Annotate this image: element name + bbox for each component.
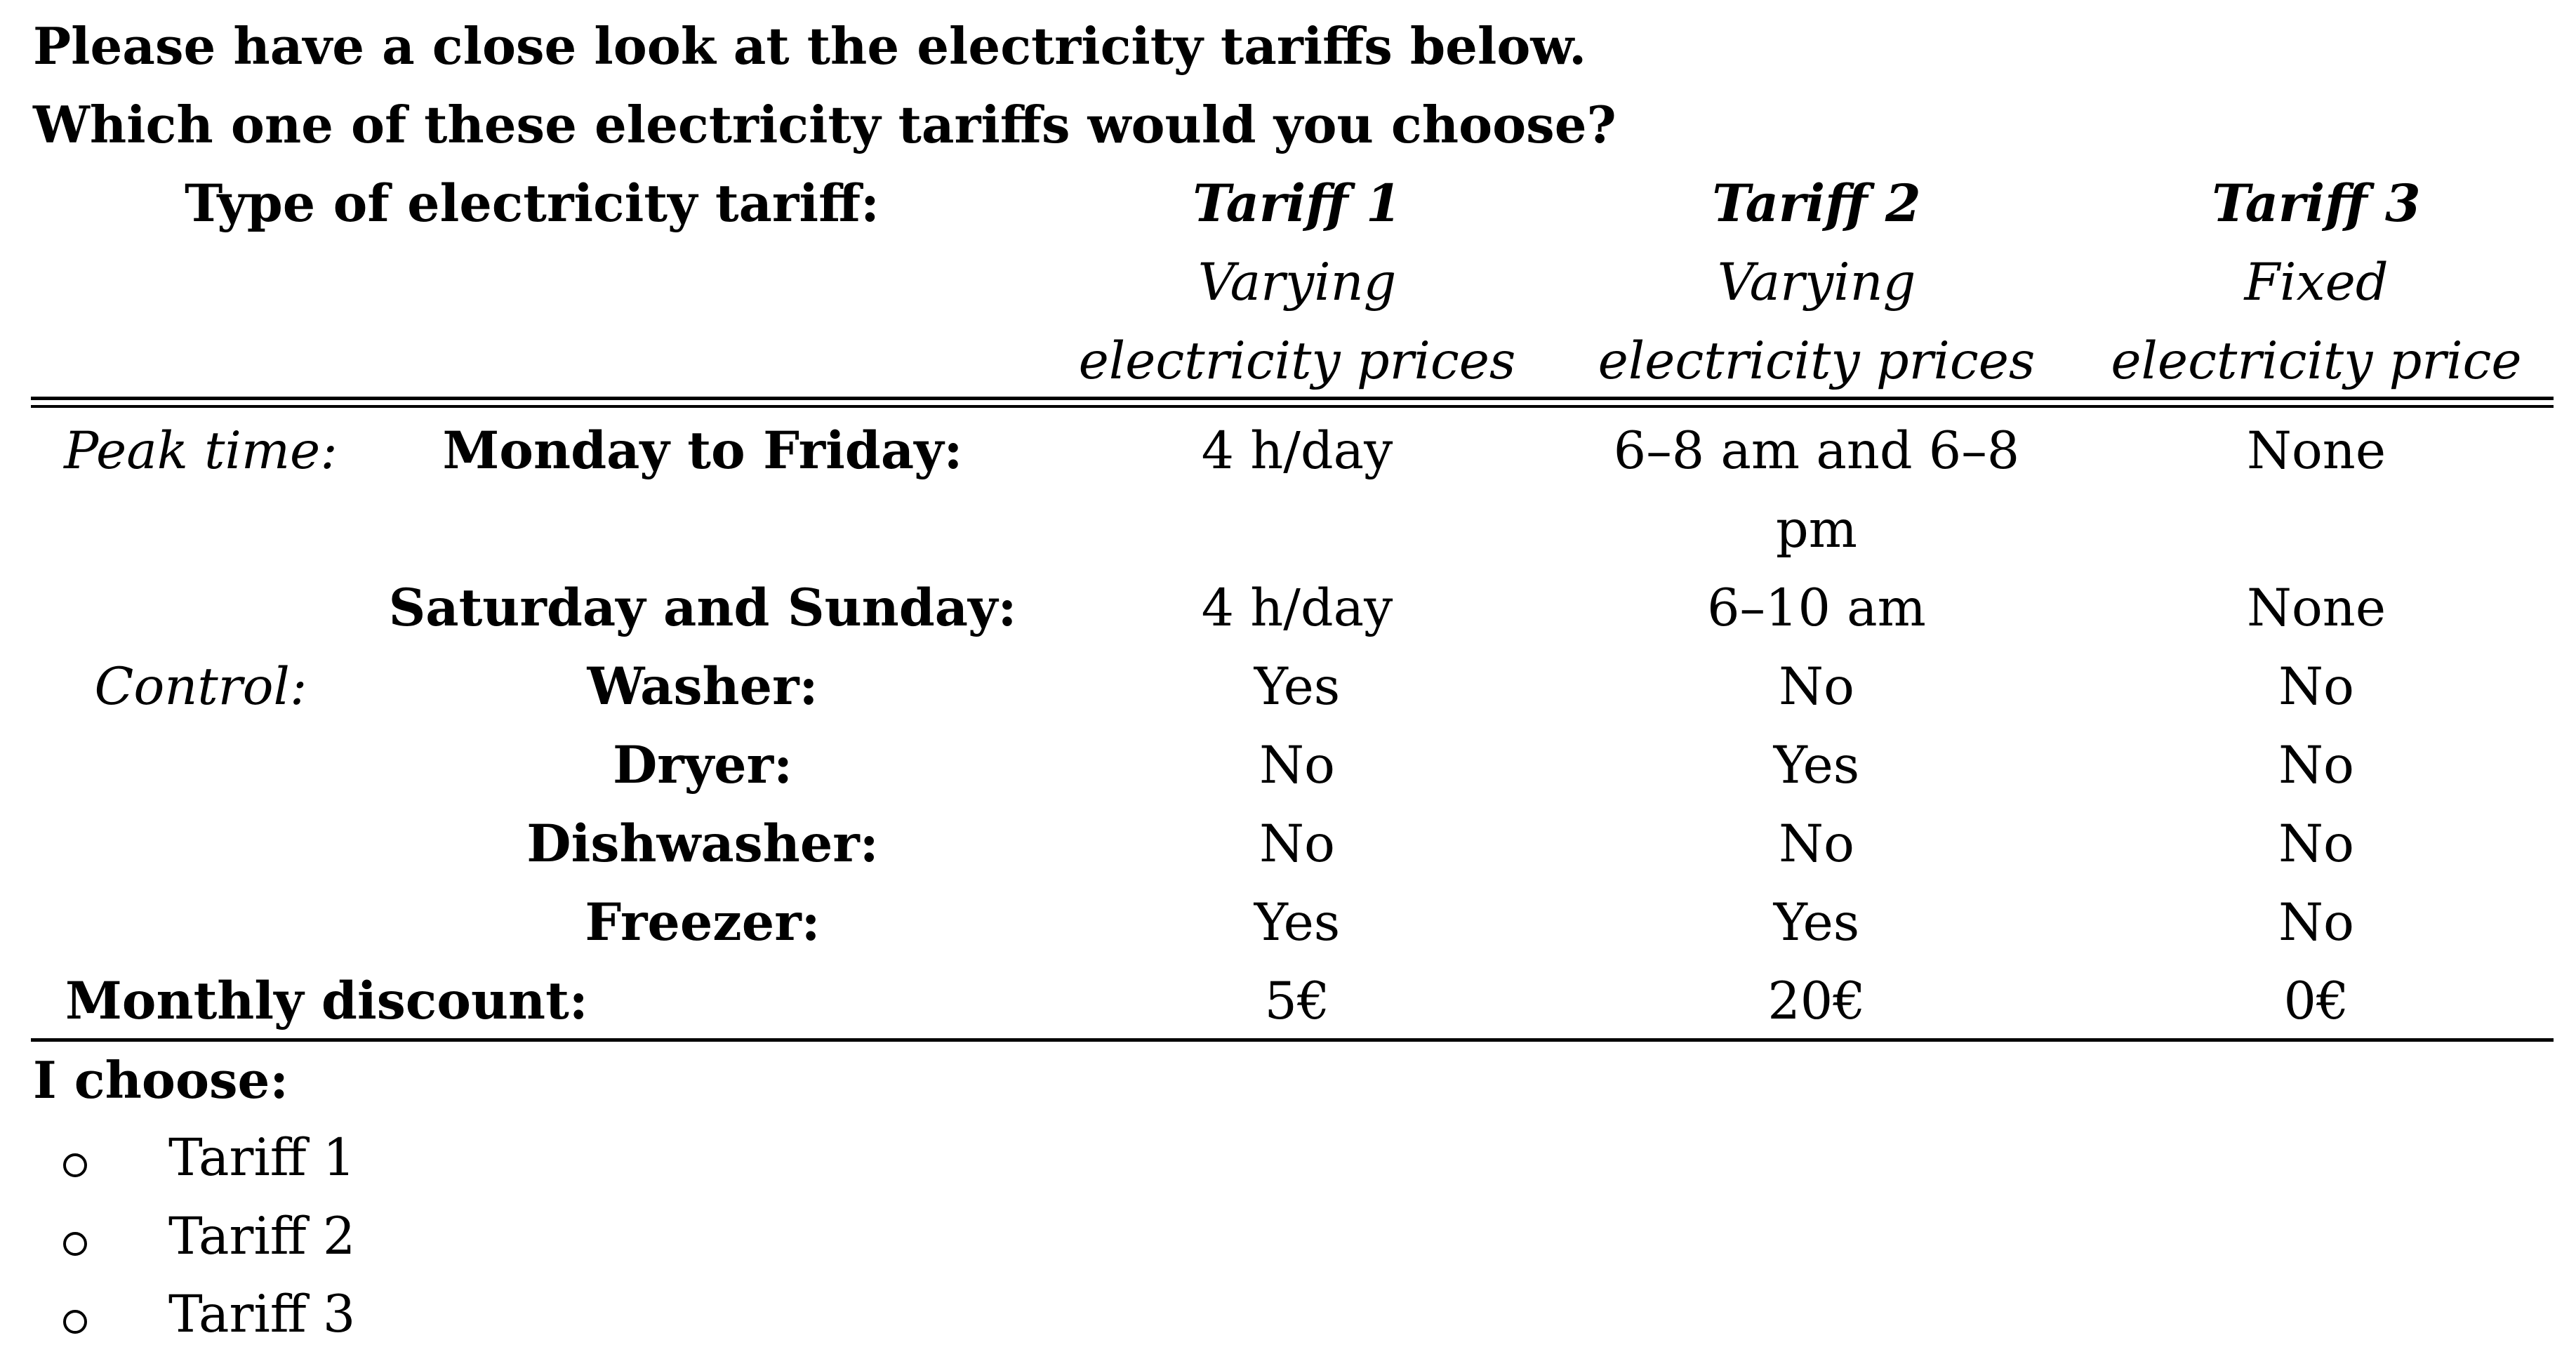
discount-tariff-2: 20€ xyxy=(1767,972,1866,1031)
dryer-label: Dryer: xyxy=(612,735,793,795)
radio-tariff-3[interactable] xyxy=(63,1310,87,1334)
tariff-1-name: Tariff 1 xyxy=(1193,173,1402,234)
sat-sun-tariff-1: 4 h/day xyxy=(1201,578,1393,638)
tariff-2-desc-line-1: Varying xyxy=(1717,253,1916,312)
washer-label: Washer: xyxy=(587,656,818,717)
freezer-label: Freezer: xyxy=(585,892,821,953)
radio-tariff-2[interactable] xyxy=(63,1232,87,1256)
tariff-3-desc-line-2: electricity price xyxy=(2111,331,2522,391)
discount-tariff-3: 0€ xyxy=(2283,972,2349,1031)
tariff-2-name: Tariff 2 xyxy=(1712,173,1921,234)
peak-time-label: Peak time: xyxy=(64,421,338,481)
dryer-tariff-1: No xyxy=(1259,736,1335,795)
radio-tariff-1[interactable] xyxy=(63,1153,87,1177)
tariff-3-desc-line-1: Fixed xyxy=(2244,253,2389,312)
sat-sun-label: Saturday and Sunday: xyxy=(388,578,1017,638)
prompt-line-2: Which one of these electricity tariffs would you choose? xyxy=(33,95,1616,154)
freezer-tariff-1: Yes xyxy=(1254,893,1341,953)
dishwasher-tariff-1: No xyxy=(1259,814,1335,874)
header-double-rule-bottom xyxy=(31,405,2554,408)
prompt-line-1: Please have a close look at the electricity tariffs below. xyxy=(33,16,1587,76)
mon-fri-tariff-3: None xyxy=(2246,421,2386,481)
freezer-tariff-3: No xyxy=(2278,893,2354,953)
option-label-tariff-1[interactable]: Tariff 1 xyxy=(168,1128,356,1188)
mon-fri-tariff-2: 6–8 am and 6–8 xyxy=(1613,421,2020,481)
tariff-1-desc-line-1: Varying xyxy=(1197,253,1397,312)
dishwasher-tariff-3: No xyxy=(2278,814,2354,874)
header-double-rule-top xyxy=(31,397,2554,400)
dishwasher-tariff-2: No xyxy=(1779,814,1854,874)
dryer-tariff-2: Yes xyxy=(1773,736,1860,795)
mon-fri-tariff-2-wrap: pm xyxy=(1776,500,1857,559)
sat-sun-tariff-2: 6–10 am xyxy=(1707,578,1926,638)
dishwasher-label: Dishwasher: xyxy=(526,814,879,874)
discount-tariff-1: 5€ xyxy=(1264,972,1330,1031)
type-of-tariff-label: Type of electricity tariff: xyxy=(185,173,879,234)
washer-tariff-1: Yes xyxy=(1254,657,1341,717)
table-bottom-rule xyxy=(31,1038,2554,1042)
sat-sun-tariff-3: None xyxy=(2246,578,2386,638)
washer-tariff-3: No xyxy=(2278,657,2354,717)
washer-tariff-2: No xyxy=(1779,657,1854,717)
tariff-3-name: Tariff 3 xyxy=(2212,173,2421,234)
tariff-1-desc-line-2: electricity prices xyxy=(1078,331,1516,391)
option-label-tariff-2[interactable]: Tariff 2 xyxy=(168,1207,356,1266)
i-choose-label: I choose: xyxy=(33,1050,288,1110)
freezer-tariff-2: Yes xyxy=(1773,893,1860,953)
mon-fri-label: Monday to Friday: xyxy=(442,420,963,481)
tariff-2-desc-line-2: electricity prices xyxy=(1598,331,2036,391)
option-label-tariff-3[interactable]: Tariff 3 xyxy=(168,1285,356,1344)
mon-fri-tariff-1: 4 h/day xyxy=(1201,421,1393,481)
monthly-discount-label: Monthly discount: xyxy=(65,971,588,1031)
control-label: Control: xyxy=(94,657,307,717)
dryer-tariff-3: No xyxy=(2278,736,2354,795)
